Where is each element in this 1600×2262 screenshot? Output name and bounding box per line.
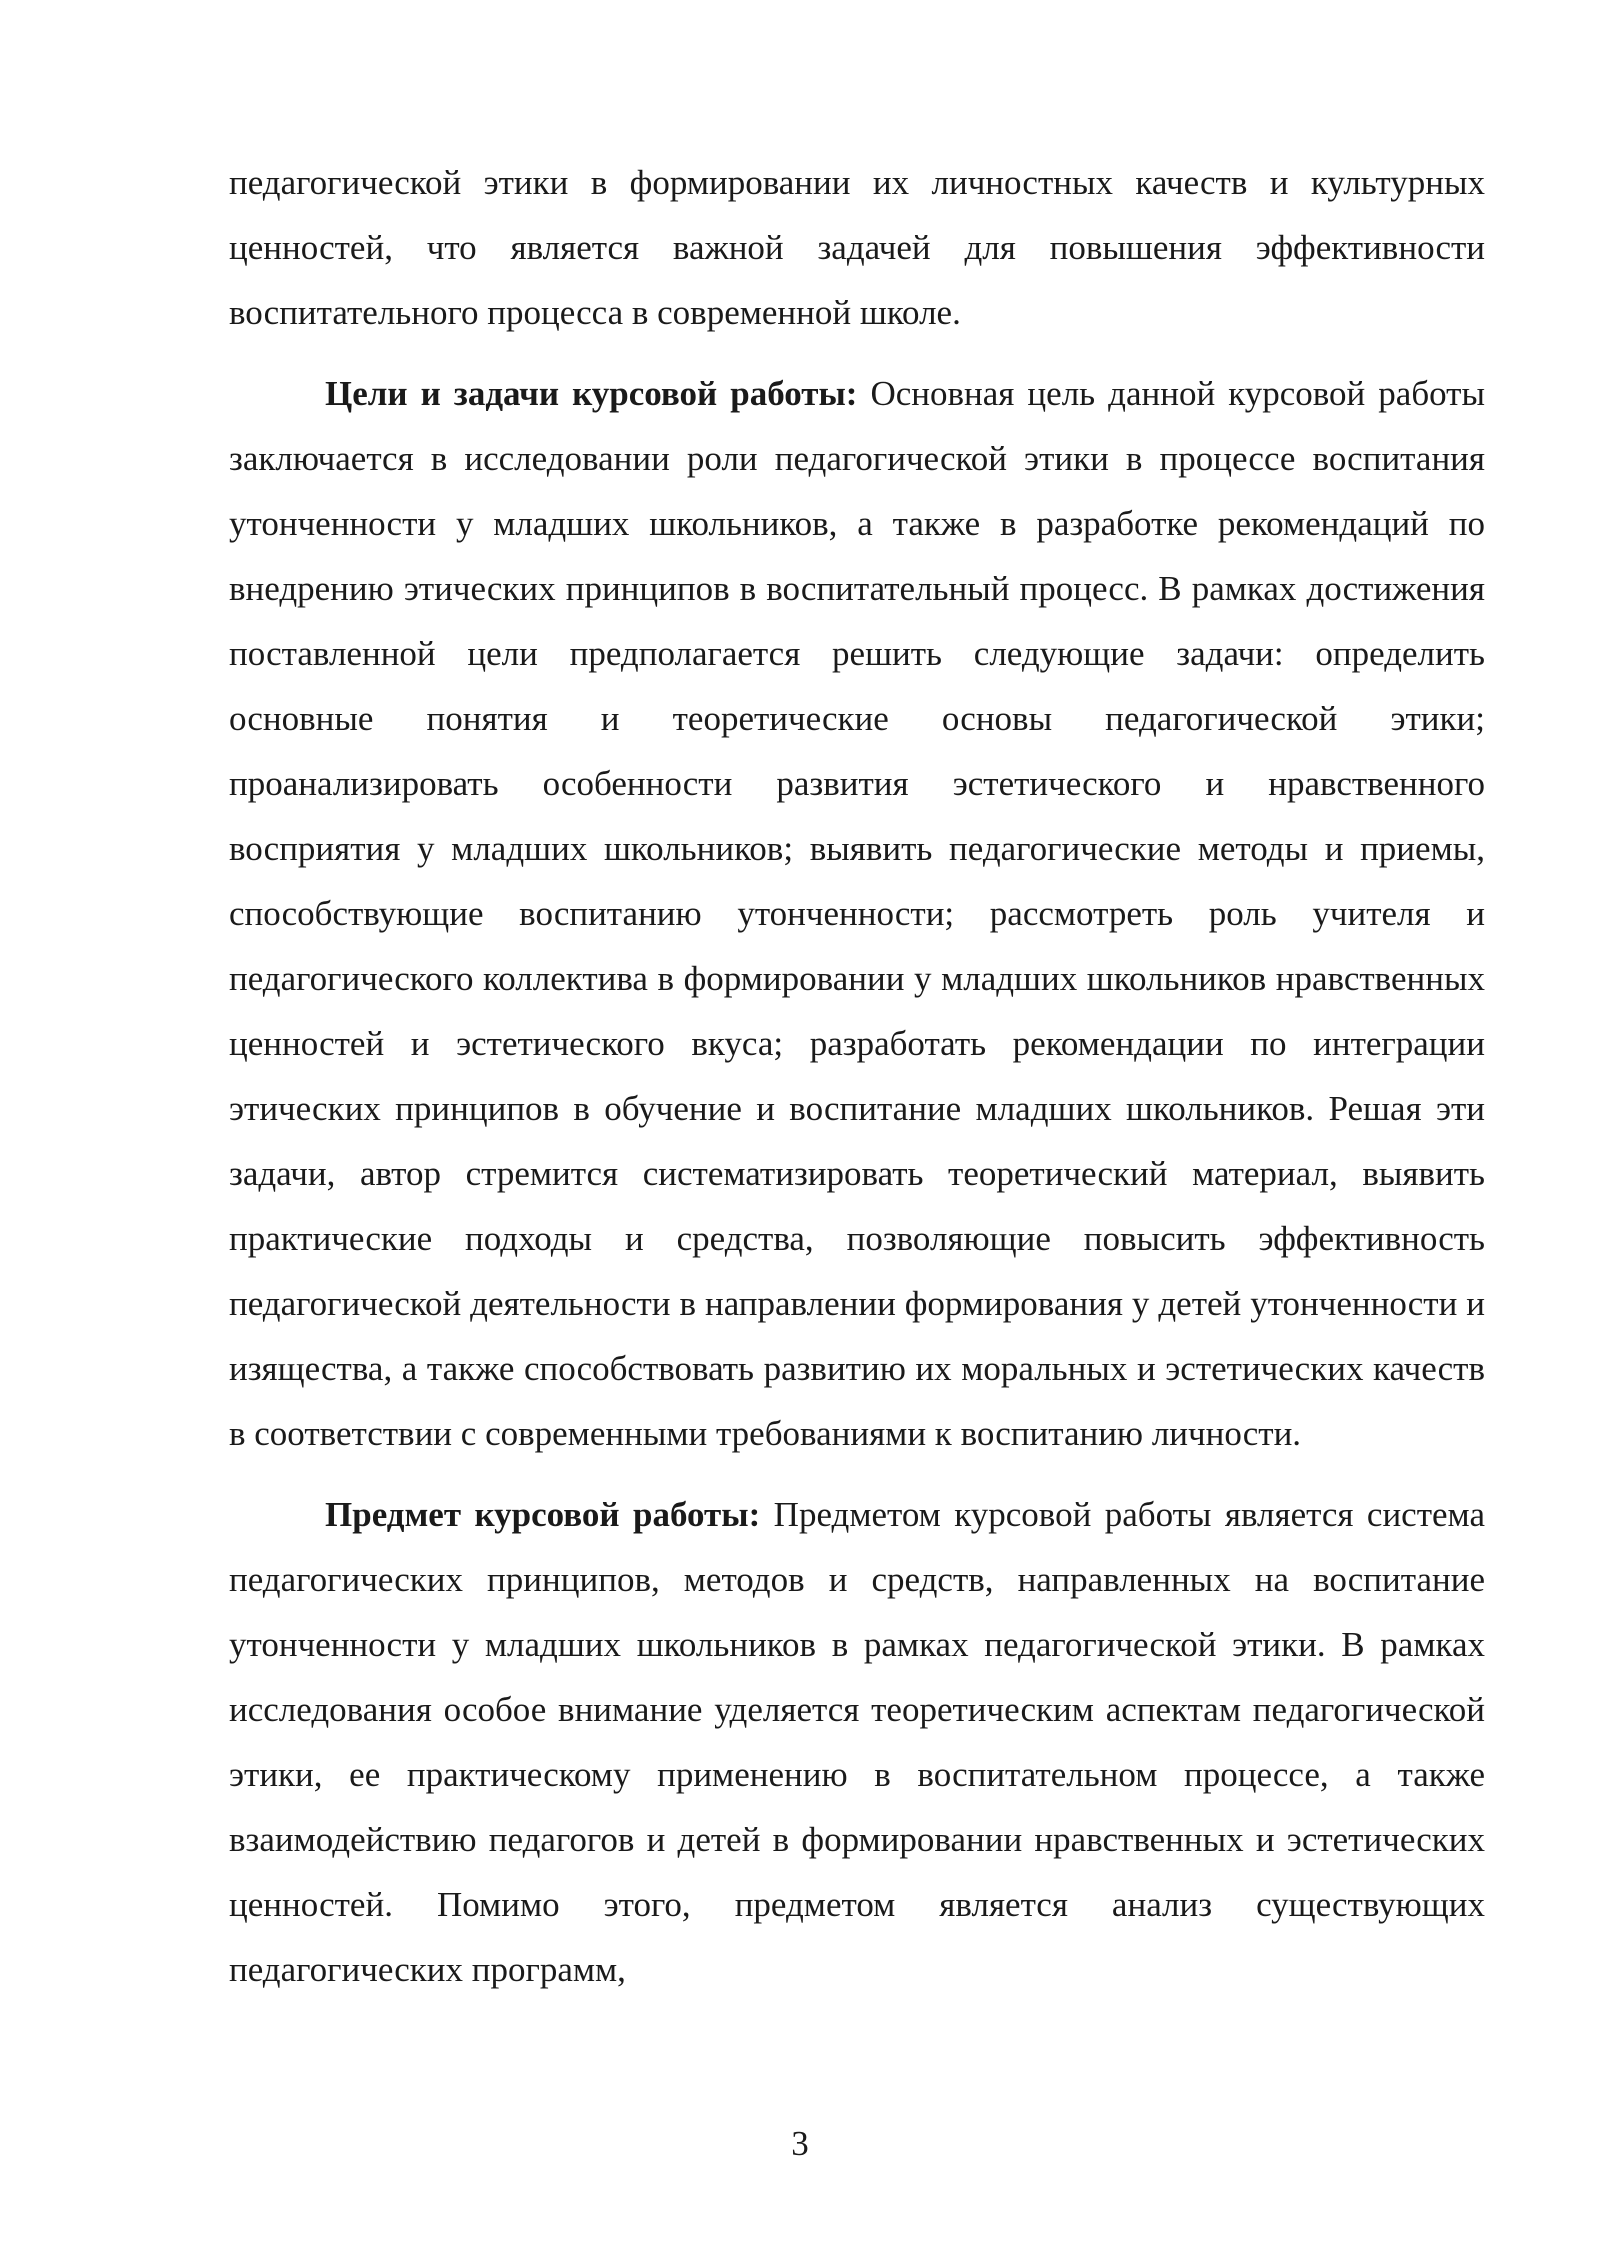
paragraph-text: Основная цель данной курсовой работы заключается в исследовании роли педагогической этики в процессе воспитания утонченности у младших школьников, а также в разработке рекомендаций по внедрению этических принципов в воспитательный процесс. В рамках достижения поставленной цели предполагается решить следующие задачи: определить основные понятия и теоретические основы педагогической этики; проанализировать особенности развития эстетического и нравственного восприятия у младших школьников; выявить педагогические методы и приемы, способствующие воспитанию утонченности; рассмотреть роль учителя и педагогического коллектива в формировании у младших школьников нравственных ценностей и эстетического вкуса; разработать рекомендации по интеграции этических принципов в обучение и воспитание младших школьников. Решая эти задачи, автор стремится систематизировать теоретический материал, выявить практические подходы и средства, позволяющие повысить эффективность педагогической деятельности в направлении формирования у детей утонченности и изящества, а также способствовать развитию их моральных и эстетических качеств в соответствии с современными требованиями к воспитанию личности. <box>229 374 1485 1453</box>
document-page <box>229 150 1485 2002</box>
paragraph-continuation <box>229 150 1485 345</box>
paragraph-text: педагогической этики в формировании их личностных качеств и культурных ценностей, что является важной задачей для повышения эффективности воспитательного процесса в современной школе. <box>229 163 1485 332</box>
paragraph-goals-tasks <box>229 361 1485 1466</box>
subject-heading: Предмет курсовой работы: <box>325 1495 761 1534</box>
paragraph-subject <box>229 1482 1485 2002</box>
page-number: 3 <box>791 2124 809 2163</box>
paragraph-text: Предметом курсовой работы является система педагогических принципов, методов и средств, направленных на воспитание утонченности у младших школьников в рамках педагогической этики. В рамках исследования особое внимание уделяется теоретическим аспектам педагогической этики, ее практическому применению в воспитательном процессе, а также взаимодействию педагогов и детей в формировании нравственных и эстетических ценностей. Помимо этого, предметом является анализ существующих педагогических программ, <box>229 1495 1485 1989</box>
goals-tasks-heading: Цели и задачи курсовой работы: <box>325 374 858 413</box>
